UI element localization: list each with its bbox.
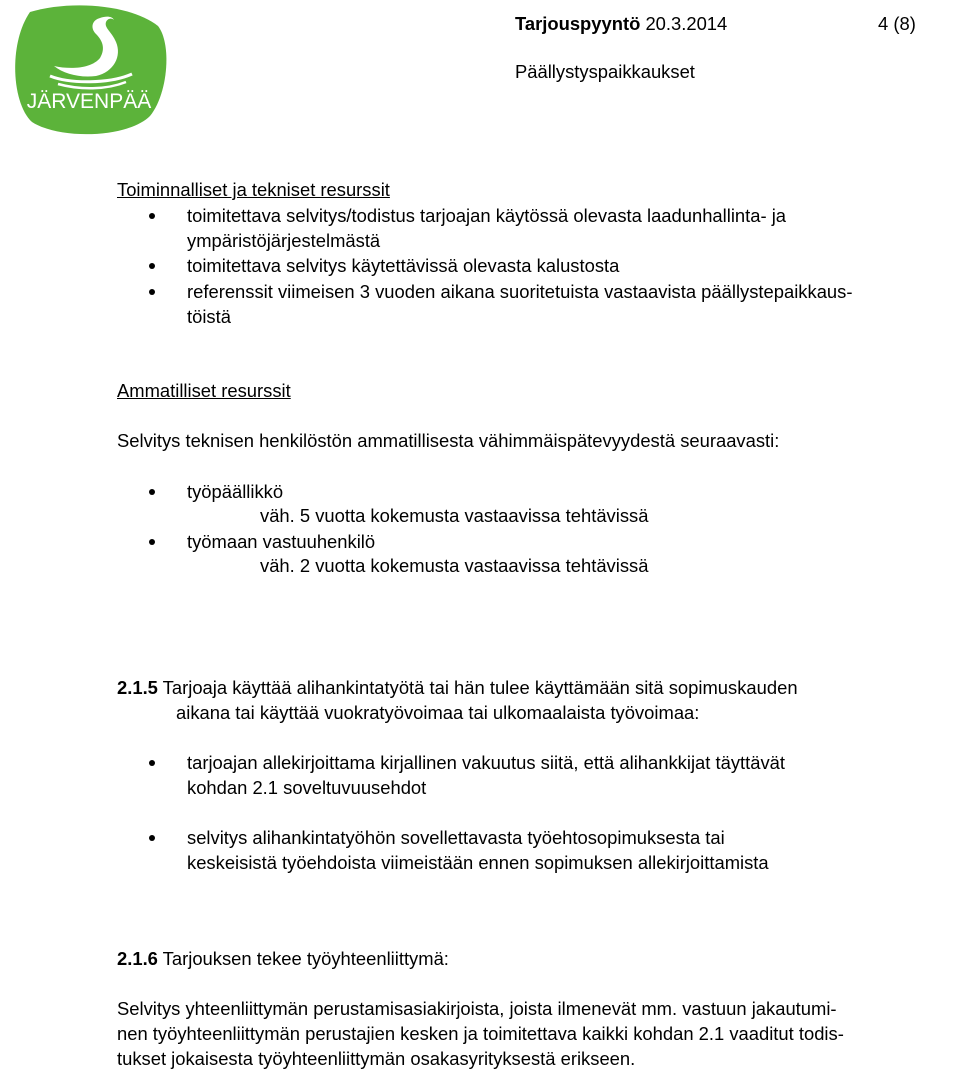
professional-resources-intro: Selvitys teknisen henkilöstön ammatillisesta vähimmäispätevyydestä seuraavasti:: [117, 430, 780, 451]
bullet: [149, 489, 155, 495]
professional-resources-heading: Ammatilliset resurssit: [117, 380, 291, 401]
list-item: toimitettava selvitys käytettävissä olevasta kalustosta: [187, 255, 620, 276]
paragraph-line: tukset jokaisesta työyhteenliittymän osakasyrityksestä erikseen.: [117, 1048, 636, 1069]
document-title: [515, 12, 727, 36]
jarvenpaa-logo: [10, 4, 168, 136]
bullet: [149, 835, 155, 841]
list-item-continuation: töistä: [187, 306, 231, 327]
paragraph-line: nen työyhteenliittymän perustajien kesken ja toimitettava kaikki kohdan 2.1 vaaditut todis-: [117, 1023, 844, 1044]
list-item: referenssit viimeisen 3 vuoden aikana suoritetuista vastaavista päällystepaikkaus-: [187, 281, 853, 302]
role-requirement: väh. 2 vuotta kokemusta vastaavissa tehtävissä: [260, 555, 649, 576]
section-number: 2.1.6: [117, 948, 158, 969]
bullet: [149, 263, 155, 269]
list-item: selvitys alihankintatyöhön sovellettavasta työehtosopimuksesta tai: [187, 827, 725, 848]
document-title-label: Tarjouspyyntö: [515, 13, 641, 34]
bullet: [149, 760, 155, 766]
bullet: [149, 539, 155, 545]
paragraph-line: Selvitys yhteenliittymän perustamisasiakirjoista, joista ilmenevät mm. vastuun jakautumi-: [117, 998, 837, 1019]
role-label: työmaan vastuuhenkilö: [187, 531, 376, 552]
list-item: toimitettava selvitys/todistus tarjoajan käytössä olevasta laadunhallinta- ja: [187, 205, 787, 226]
list-item: tarjoajan allekirjoittama kirjallinen vakuutus siitä, että alihankkijat täyttävät: [187, 752, 785, 773]
role-label: työpäällikkö: [187, 481, 284, 502]
section-2-1-6-heading: [117, 947, 449, 971]
section-title: Tarjouksen tekee työyhteenliittymä:: [157, 948, 449, 969]
section-text-continuation: aikana tai käyttää vuokratyövoimaa tai ulkomaalaista työvoimaa:: [176, 702, 700, 723]
list-item-continuation: ympäristöjärjestelmästä: [187, 230, 381, 251]
logo-wordmark: JÄRVENPÄÄ: [26, 90, 152, 113]
bullet: [149, 213, 155, 219]
list-item-continuation: kohdan 2.1 soveltuvuusehdot: [187, 777, 427, 798]
document-date: 20.3.2014: [640, 13, 728, 34]
role-requirement: väh. 5 vuotta kokemusta vastaavissa tehtävissä: [260, 505, 649, 526]
section-2-1-5-heading: [117, 676, 798, 700]
section-number: 2.1.5: [117, 677, 158, 698]
document-subtitle: Päällystyspaikkaukset: [515, 61, 695, 82]
page-number: 4 (8): [878, 13, 916, 34]
bullet: [149, 289, 155, 295]
list-item-continuation: keskeisistä työehdoista viimeistään ennen sopimuksen allekirjoittamista: [187, 852, 769, 873]
technical-resources-heading: Toiminnalliset ja tekniset resurssit: [117, 179, 390, 200]
section-text: Tarjoaja käyttää alihankintatyötä tai hän tulee käyttämään sitä sopimuskauden: [157, 677, 798, 698]
